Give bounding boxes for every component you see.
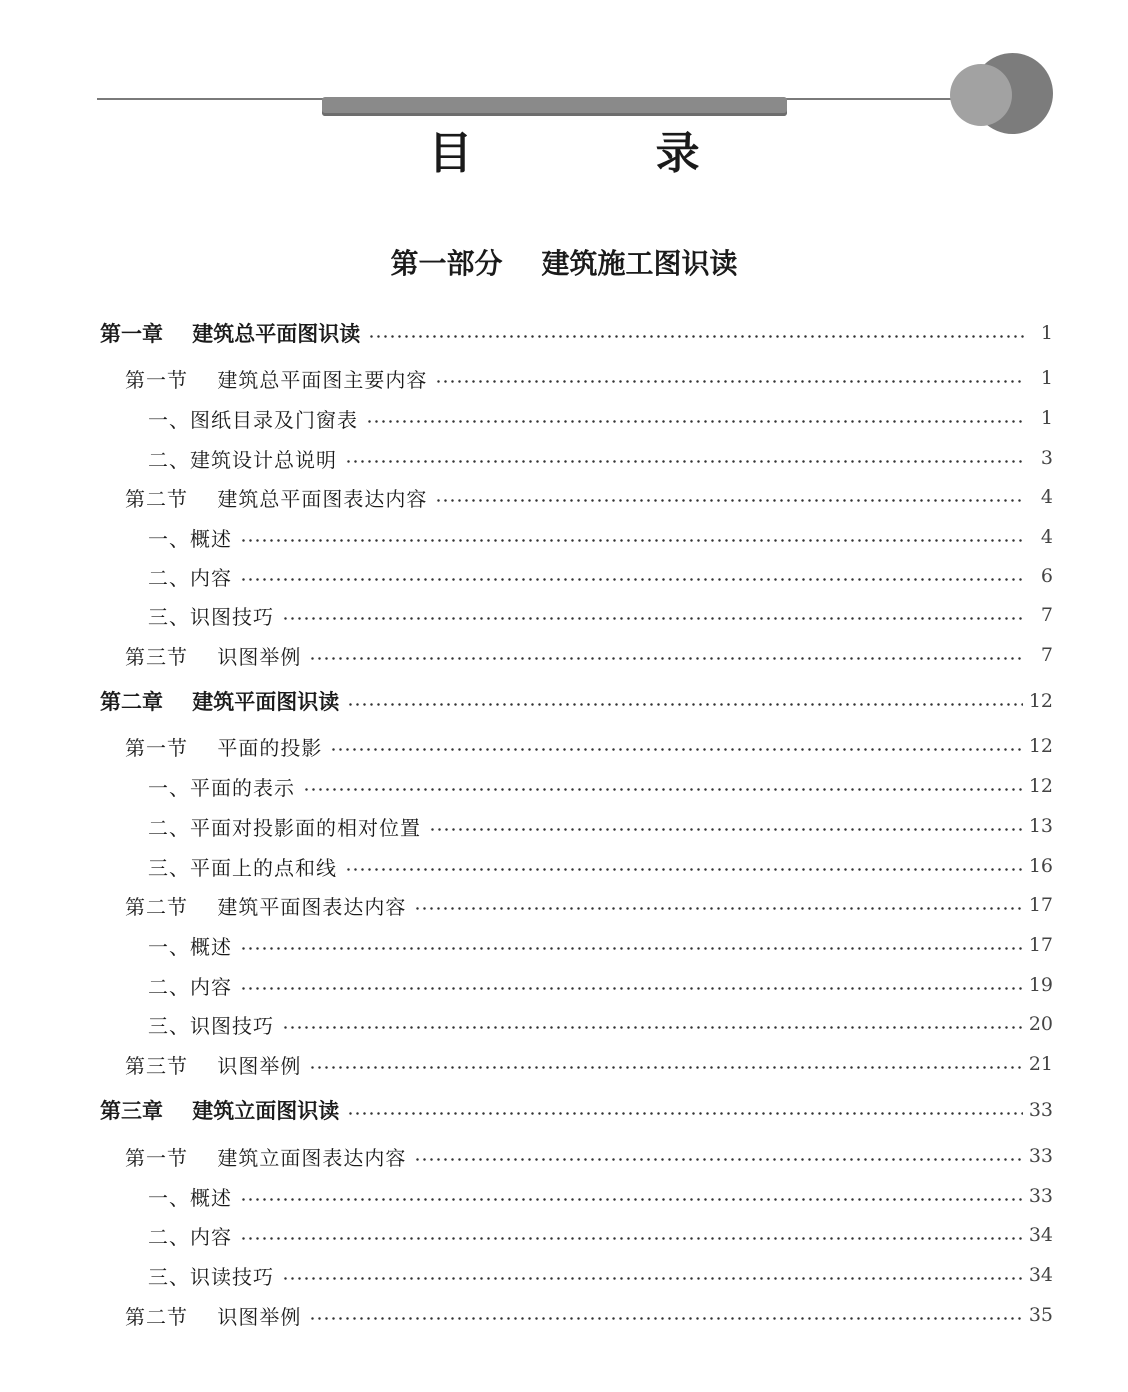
toc-page-number: 12	[1028, 775, 1053, 797]
dot-leader	[347, 1112, 1023, 1115]
toc-page-number: 1	[1040, 322, 1053, 344]
dot-leader	[309, 1317, 1022, 1320]
dot-leader	[240, 1237, 1023, 1240]
toc-page-number: 12	[1028, 690, 1053, 712]
dot-leader	[347, 703, 1023, 706]
toc-entry-title: 第二节 识图举例	[125, 1304, 302, 1329]
toc-section-entry[interactable]	[125, 1298, 1053, 1332]
dot-leader	[282, 1277, 1023, 1280]
toc-page-number: 16	[1028, 855, 1053, 877]
toc-item-entry[interactable]	[148, 1007, 1053, 1041]
toc-entry-title: 第二节 建筑平面图表达内容	[125, 894, 407, 919]
toc-entry-title: 第一章 建筑总平面图识读	[100, 322, 361, 346]
toc-item-entry[interactable]	[148, 849, 1053, 883]
toc-page-number: 17	[1028, 894, 1053, 916]
toc-page-number: 6	[1040, 565, 1053, 587]
toc-entry-title: 一、概述	[148, 526, 232, 551]
toc-item-entry[interactable]	[148, 809, 1053, 843]
toc-page-number: 17	[1028, 934, 1053, 956]
toc-chapter-entry[interactable]	[100, 316, 1053, 350]
page-title: 目 录	[428, 128, 784, 179]
toc-entry-title: 二、内容	[148, 974, 232, 999]
toc-item-entry[interactable]	[148, 928, 1053, 962]
toc-entry-title: 第一节 平面的投影	[125, 735, 323, 760]
toc-entry-title: 第三节 识图举例	[125, 1053, 302, 1078]
dot-leader	[330, 748, 1022, 751]
toc-item-entry[interactable]	[148, 598, 1053, 632]
toc-page-number: 12	[1028, 735, 1053, 757]
toc-entry-title: 三、识读技巧	[148, 1264, 274, 1289]
toc-page-number: 1	[1040, 407, 1053, 429]
toc-page-number: 33	[1028, 1099, 1053, 1121]
toc-entry-title: 二、平面对投影面的相对位置	[148, 815, 421, 840]
dot-leader	[435, 380, 1025, 383]
toc-page-number: 20	[1028, 1013, 1053, 1035]
toc-section-entry[interactable]	[125, 480, 1053, 514]
toc-item-entry[interactable]	[148, 401, 1053, 435]
toc-entry-title: 二、内容	[148, 1224, 232, 1249]
part-title: 第一部分 建筑施工图识读	[390, 247, 738, 280]
toc-item-entry[interactable]	[148, 441, 1053, 475]
toc-chapter-entry[interactable]	[100, 1093, 1053, 1127]
toc-entry-title: 一、概述	[148, 934, 232, 959]
dot-leader	[282, 1026, 1023, 1029]
toc-item-entry[interactable]	[148, 1218, 1053, 1252]
toc-item-entry[interactable]	[148, 1179, 1053, 1213]
toc-entry-title: 第一节 建筑立面图表达内容	[125, 1145, 407, 1170]
toc-entry-title: 第二章 建筑平面图识读	[100, 690, 340, 714]
dot-leader	[309, 1066, 1022, 1069]
toc-item-entry[interactable]	[148, 968, 1053, 1002]
toc-section-entry[interactable]	[125, 888, 1053, 922]
toc-page-number: 4	[1040, 486, 1053, 508]
dot-leader	[429, 828, 1023, 831]
toc-entry-title: 第三节 识图举例	[125, 644, 302, 669]
dot-leader	[345, 460, 1025, 463]
toc-entry-title: 二、建筑设计总说明	[148, 447, 337, 472]
toc-entry-title: 二、内容	[148, 565, 232, 590]
toc-page-number: 7	[1040, 644, 1053, 666]
toc-chapter-entry[interactable]	[100, 684, 1053, 718]
toc-entry-title: 第三章 建筑立面图识读	[100, 1099, 340, 1123]
toc-entry-title: 三、识图技巧	[148, 1013, 274, 1038]
dot-leader	[368, 335, 1025, 338]
dot-leader	[414, 1158, 1022, 1161]
toc-section-entry[interactable]	[125, 361, 1053, 395]
toc-section-entry[interactable]	[125, 1047, 1053, 1081]
dot-leader	[240, 947, 1023, 950]
toc-entry-title: 一、概述	[148, 1185, 232, 1210]
toc-page-number: 4	[1040, 526, 1053, 548]
toc-entry-title: 三、识图技巧	[148, 604, 274, 629]
dot-leader	[240, 578, 1025, 581]
toc-item-entry[interactable]	[148, 520, 1053, 554]
dot-leader	[309, 657, 1025, 660]
toc-item-entry[interactable]	[148, 559, 1053, 593]
toc-page-number: 13	[1028, 815, 1053, 837]
dot-leader	[240, 1198, 1023, 1201]
dot-leader	[282, 617, 1025, 620]
dot-leader	[240, 539, 1025, 542]
toc-page-number: 34	[1028, 1264, 1053, 1286]
toc-section-entry[interactable]	[125, 638, 1053, 672]
toc-page-number: 33	[1028, 1185, 1053, 1207]
dot-leader	[303, 788, 1023, 791]
toc-section-entry[interactable]	[125, 729, 1053, 763]
toc-entry-title: 第二节 建筑总平面图表达内容	[125, 486, 428, 511]
toc-page-number: 19	[1028, 974, 1053, 996]
dot-leader	[414, 907, 1022, 910]
toc-page-number: 21	[1028, 1053, 1053, 1075]
dot-leader	[435, 499, 1025, 502]
toc-page-number: 1	[1040, 367, 1053, 389]
toc-page-number: 34	[1028, 1224, 1053, 1246]
toc-page-number: 33	[1028, 1145, 1053, 1167]
toc-entry-title: 一、平面的表示	[148, 775, 295, 800]
dot-leader	[240, 987, 1023, 990]
toc-item-entry[interactable]	[148, 1258, 1053, 1292]
toc-section-entry[interactable]	[125, 1139, 1053, 1173]
toc-page-number: 35	[1028, 1304, 1053, 1326]
toc-entry-title: 第一节 建筑总平面图主要内容	[125, 367, 428, 392]
toc-entry-title: 三、平面上的点和线	[148, 855, 337, 880]
toc-page-number: 7	[1040, 604, 1053, 626]
toc-page-number: 3	[1040, 447, 1053, 469]
dot-leader	[345, 868, 1023, 871]
toc-entry-title: 一、图纸目录及门窗表	[148, 407, 358, 432]
toc-item-entry[interactable]	[148, 769, 1053, 803]
dot-leader	[366, 420, 1025, 423]
